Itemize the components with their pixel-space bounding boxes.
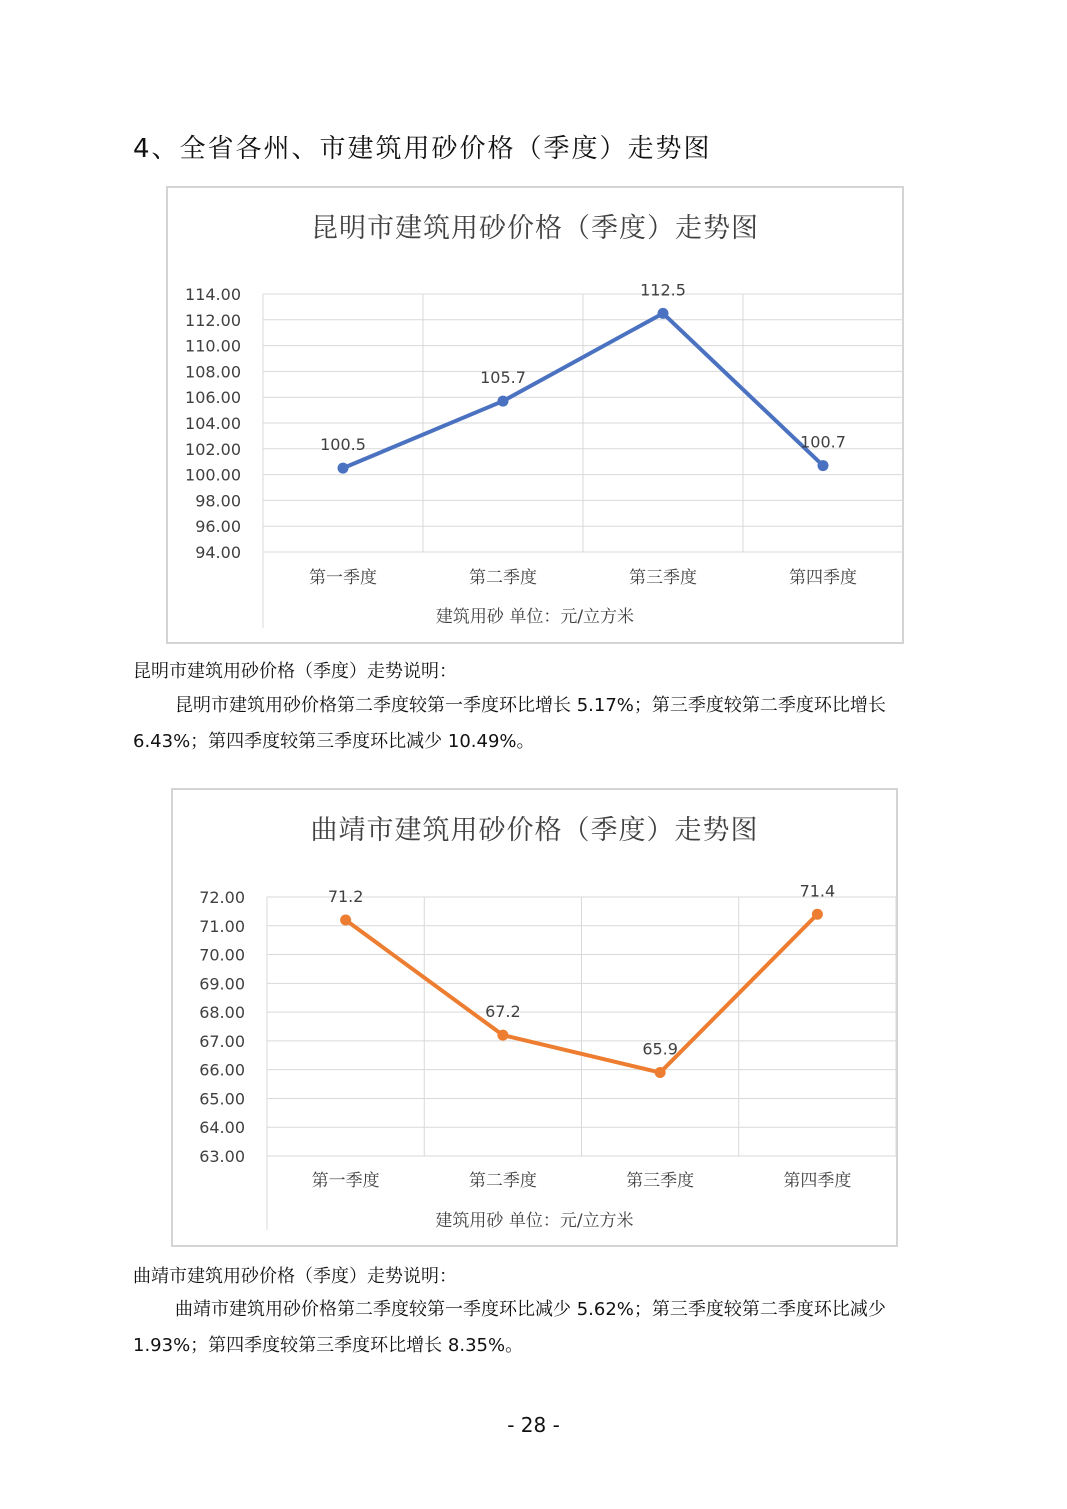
y-tick-label: 66.00 bbox=[199, 1060, 245, 1080]
data-point bbox=[658, 308, 669, 319]
kunming-chart bbox=[166, 186, 904, 644]
y-tick-label: 106.00 bbox=[185, 388, 241, 408]
kunming-chart-plot bbox=[168, 188, 906, 646]
y-tick-label: 108.00 bbox=[185, 362, 241, 382]
data-point bbox=[340, 915, 351, 926]
y-tick-label: 98.00 bbox=[195, 491, 241, 511]
data-label: 65.9 bbox=[642, 1039, 678, 1059]
qujing-note-title: 曲靖市建筑用砂价格（季度）走势说明： bbox=[133, 1266, 457, 1287]
y-tick-label: 94.00 bbox=[195, 543, 241, 562]
data-point bbox=[818, 460, 829, 471]
y-tick-label: 65.00 bbox=[199, 1089, 245, 1109]
y-tick-label: 71.00 bbox=[199, 916, 245, 936]
section-heading: 4、全省各州、市建筑用砂价格（季度）走势图 bbox=[133, 134, 712, 164]
x-tick-label: 第二季度 bbox=[469, 568, 537, 588]
x-axis-label: 建筑用砂 单位：元/立方米 bbox=[435, 1211, 634, 1231]
y-tick-label: 64.00 bbox=[199, 1118, 245, 1138]
kunming-note-body: 昆明市建筑用砂价格第二季度较第一季度环比增长 5.17%；第三季度较第二季度环比增长 6.43%；第四季度较第三季度环比减少 10.49%。 bbox=[133, 695, 886, 752]
y-tick-label: 69.00 bbox=[199, 974, 245, 994]
data-point bbox=[338, 463, 349, 474]
page-number: - 28 - bbox=[507, 1413, 560, 1437]
data-label: 100.7 bbox=[800, 432, 846, 452]
qujing-chart bbox=[171, 788, 898, 1247]
data-label: 67.2 bbox=[485, 1002, 521, 1022]
data-point bbox=[812, 909, 823, 920]
x-tick-label: 第三季度 bbox=[629, 568, 697, 588]
y-tick-label: 114.00 bbox=[185, 285, 241, 304]
y-tick-label: 100.00 bbox=[185, 465, 241, 485]
y-tick-label: 112.00 bbox=[185, 310, 241, 330]
y-tick-label: 110.00 bbox=[185, 336, 241, 356]
y-tick-label: 96.00 bbox=[195, 517, 241, 537]
chart-title: 昆明市建筑用砂价格（季度）走势图 bbox=[311, 213, 759, 244]
data-label: 112.5 bbox=[640, 280, 686, 300]
x-tick-label: 第四季度 bbox=[789, 568, 857, 588]
y-tick-label: 70.00 bbox=[199, 945, 245, 965]
y-tick-label: 72.00 bbox=[199, 888, 245, 907]
y-tick-label: 67.00 bbox=[199, 1031, 245, 1051]
x-tick-label: 第四季度 bbox=[783, 1171, 852, 1191]
data-label: 100.5 bbox=[320, 435, 366, 455]
y-tick-label: 104.00 bbox=[185, 414, 241, 433]
data-label: 71.4 bbox=[799, 881, 836, 901]
data-point bbox=[498, 396, 509, 407]
kunming-note-title: 昆明市建筑用砂价格（季度）走势说明： bbox=[133, 661, 457, 682]
data-point bbox=[655, 1067, 666, 1078]
qujing-note-body: 曲靖市建筑用砂价格第二季度较第一季度环比减少 5.62%；第三季度较第二季度环比减少 1.93%；第四季度较第三季度环比增长 8.35%。 bbox=[133, 1299, 886, 1356]
x-axis-label: 建筑用砂 单位：元/立方米 bbox=[435, 607, 635, 627]
data-point bbox=[497, 1030, 508, 1041]
x-tick-label: 第三季度 bbox=[626, 1171, 695, 1191]
y-tick-label: 68.00 bbox=[199, 1003, 245, 1023]
y-tick-label: 102.00 bbox=[185, 439, 241, 459]
data-label: 105.7 bbox=[480, 368, 526, 388]
x-tick-label: 第二季度 bbox=[468, 1171, 537, 1191]
data-label: 71.2 bbox=[327, 887, 364, 907]
x-tick-label: 第一季度 bbox=[311, 1171, 380, 1191]
chart-title: 曲靖市建筑用砂价格（季度）走势图 bbox=[310, 815, 759, 846]
qujing-chart-plot bbox=[173, 790, 900, 1249]
y-tick-label: 63.00 bbox=[199, 1147, 245, 1166]
x-tick-label: 第一季度 bbox=[309, 568, 377, 588]
